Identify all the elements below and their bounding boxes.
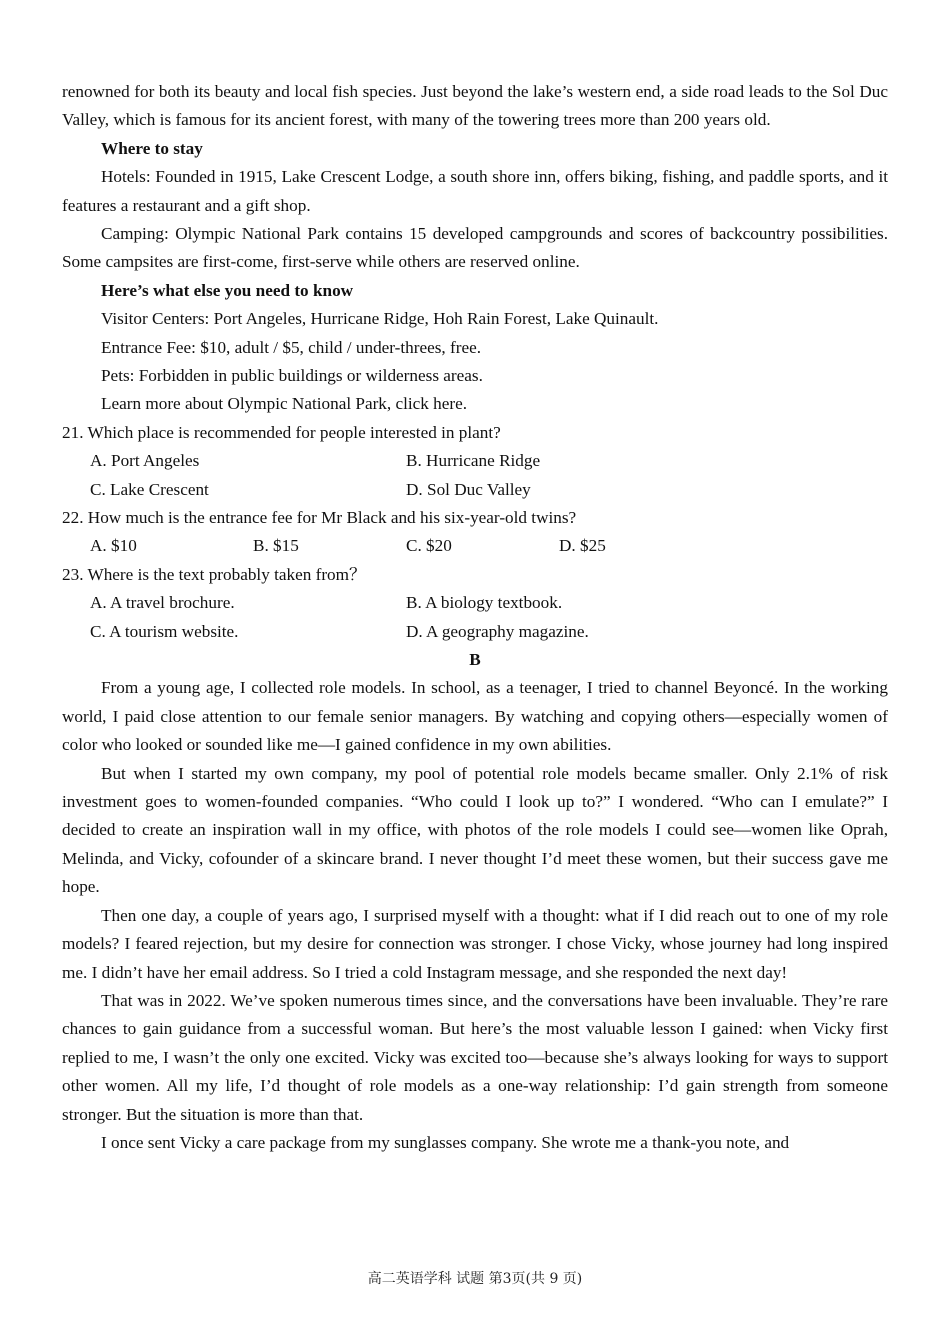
need-to-know-heading: Here’s what else you need to know — [101, 280, 354, 300]
question-21-option-d: D. Sol Duc Valley — [406, 479, 531, 499]
question-21-options-row2 — [62, 476, 888, 504]
question-21-stem: 21. Which place is recommended for people interested in plant? — [62, 422, 501, 442]
section-b-paragraph-2: But when I started my own company, my pool of potential role models became smaller. Only 2.1% of risk investment goes to women-founded companies. “Who could I look up to?” I wondered. “Who can I emulate?” I decided to create an inspiration wall in my office, with photos of the role models I could see—women like Oprah, Melinda, and Vicky, cofounder of a skincare brand. I never thought I’d meet these women, but their success gave me hope. — [62, 763, 888, 897]
question-23-option-c: C. A tourism website. — [90, 621, 239, 641]
question-22-option-a: A. $10 — [90, 536, 137, 556]
question-22-options-row — [62, 532, 888, 560]
question-22-option-c: C. $20 — [406, 536, 452, 556]
question-23-option-b: B. A biology textbook. — [406, 593, 563, 613]
question-22-stem: 22. How much is the entrance fee for Mr Black and his six-year-old twins? — [62, 508, 577, 528]
visitor-centers-line: Visitor Centers: Port Angeles, Hurricane Ridge, Hoh Rain Forest, Lake Quinault. — [101, 309, 659, 329]
where-to-stay-heading: Where to stay — [101, 138, 203, 158]
question-23-stem: 23. Where is the text probably taken from？ — [62, 564, 367, 584]
section-b-paragraph-4: That was in 2022. We’ve spoken numerous times since, and the conversations have been invaluable. They’re rare chances to gain guidance from a successful woman. But here’s the most valuable lesson I gained: when Vicky first replied to me, I wasn’t the only one excited. Vicky was excited too—because she’s always looking for ways to support other women. All my life, I’d thought of role models as a one-way relationship: I’d gain strength from someone stronger. But the situation is more than that. — [62, 990, 888, 1124]
question-21-option-c: C. Lake Crescent — [90, 479, 209, 499]
learn-more-line: Learn more about Olympic National Park, click here. — [101, 394, 468, 414]
question-21-option-b: B. Hurricane Ridge — [406, 451, 541, 471]
hotels-paragraph: Hotels: Founded in 1915, Lake Crescent Lodge, a south shore inn, offers biking, fishing, and paddle sports, and it features a restaurant and a gift shop. — [62, 167, 888, 215]
question-23-options-row2 — [62, 618, 888, 646]
pets-line: Pets: Forbidden in public buildings or wilderness areas. — [101, 366, 483, 386]
camping-paragraph: Camping: Olympic National Park contains 15 developed campgrounds and scores of backcountry possibilities. Some campsites are first-come, first-serve while others are reserved online. — [62, 224, 888, 272]
section-b-label: B — [469, 650, 481, 670]
question-22-option-d: D. $25 — [559, 536, 606, 556]
intro-paragraph: renowned for both its beauty and local fish species. Just beyond the lake’s western end, a side road leads to the Sol Duc Valley, which is famous for its ancient forest, with many of the towering trees more than 200 years old. — [62, 82, 888, 130]
question-23-option-d: D. A geography magazine. — [406, 621, 589, 641]
entrance-fee-line: Entrance Fee: $10, adult / $5, child / under-threes, free. — [101, 337, 482, 357]
section-b-paragraph-1: From a young age, I collected role models. In school, as a teenager, I tried to channel Beyoncé. In the working world, I paid close attention to our female senior managers. By watching and copying others—especially women of color who looked or sounded like me—I gained confidence in my own abilities. — [62, 678, 888, 755]
section-b-paragraph-5: I once sent Vicky a care package from my sunglasses company. She wrote me a thank-you note, and — [101, 1132, 790, 1152]
question-22-option-b: B. $15 — [253, 536, 299, 556]
question-21-options-row1 — [62, 447, 888, 475]
document-page — [62, 78, 888, 1157]
question-23-options-row1 — [62, 589, 888, 617]
question-21-option-a: A. Port Angeles — [90, 451, 200, 471]
question-23-option-a: A. A travel brochure. — [90, 593, 235, 613]
page-footer: 高二英语学科 试题 第3页(共 9 页) — [367, 1271, 583, 1287]
section-b-paragraph-3: Then one day, a couple of years ago, I surprised myself with a thought: what if I did reach out to one of my role models? I feared rejection, but my desire for connection was stronger. I chose Vicky, whose journey had long inspired me. I didn’t have her email address. So I tried a cold Instagram message, and she responded the next day! — [62, 905, 888, 982]
